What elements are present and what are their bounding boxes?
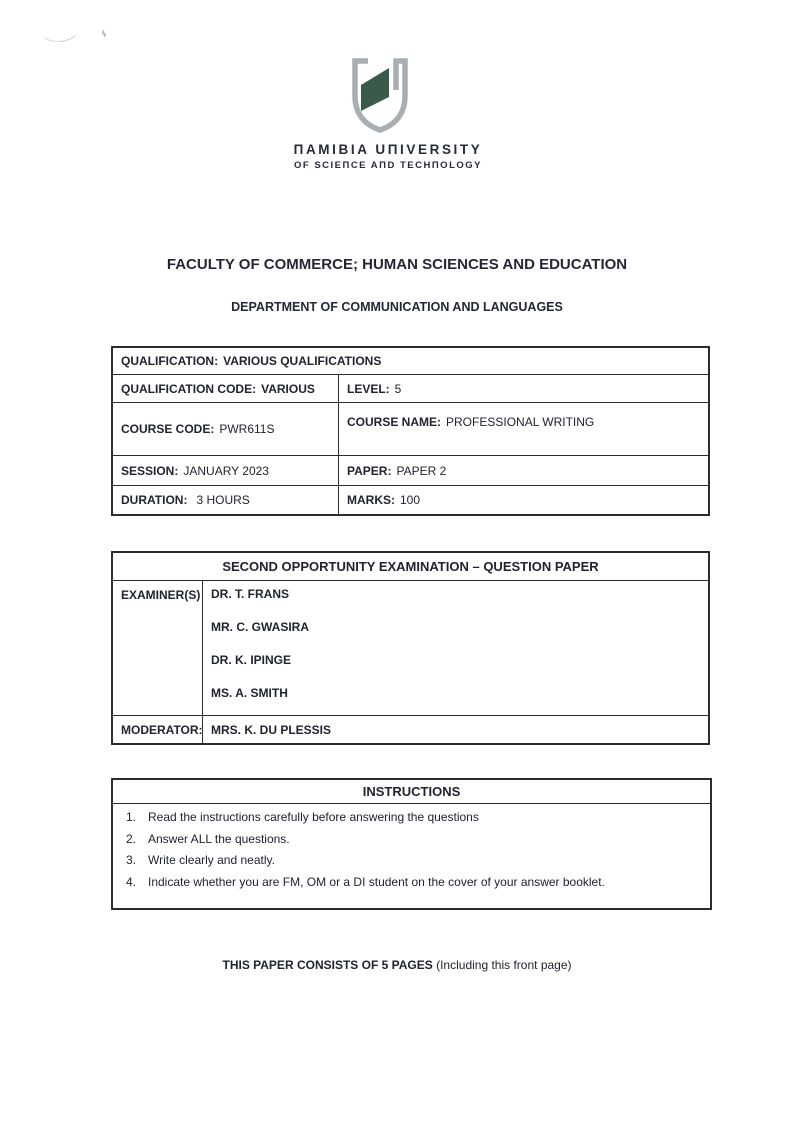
- course-name-value: PROFESSIONAL WRITING: [446, 415, 595, 429]
- moderator-label-cell: [113, 716, 202, 743]
- instruction-number: 4.: [126, 874, 137, 889]
- qualification-value: VARIOUS QUALIFICATIONS: [223, 354, 382, 368]
- instruction-item: [126, 832, 702, 846]
- table-row: [113, 374, 708, 402]
- examiner-name: DR. K. IPINGE: [211, 653, 292, 667]
- moderator-value-cell: [202, 716, 708, 743]
- instruction-item: [126, 853, 702, 867]
- examiners-label: EXAMINER(S): [121, 588, 201, 602]
- instruction-number: 2.: [126, 831, 137, 846]
- examiner-name: DR. T. FRANS: [211, 587, 289, 601]
- page-count-bold: THIS PAPER CONSISTS OF 5 PAGES: [222, 958, 433, 972]
- course-code-label: COURSE CODE:: [121, 422, 215, 436]
- paper-label: PAPER:: [347, 463, 392, 478]
- session-label: SESSION:: [121, 463, 179, 478]
- instruction-text: Write clearly and neatly.: [148, 853, 275, 867]
- examiners-label-cell: [113, 581, 202, 715]
- duration-value: 3 HOURS: [196, 493, 250, 507]
- instruction-text: Answer ALL the questions.: [148, 831, 290, 846]
- moderator-row: [113, 715, 708, 743]
- instructions-list: [113, 804, 710, 908]
- qualification-cell: [113, 348, 708, 374]
- qualification-code-label: QUALIFICATION CODE:: [121, 381, 257, 396]
- course-details-table: [111, 346, 710, 516]
- examiners-list-cell: [202, 581, 708, 715]
- session-value: JANUARY 2023: [183, 463, 269, 478]
- page-count-normal: (Including this front page): [436, 958, 572, 972]
- instructions-title: INSTRUCTIONS: [113, 780, 710, 804]
- marks-label: MARKS:: [347, 493, 395, 507]
- department-heading: DEPARTMENT OF COMMUNICATION AND LANGUAGES: [231, 300, 563, 314]
- instruction-item: [126, 875, 702, 889]
- instruction-text: Read the instructions carefully before answering the questions: [148, 810, 479, 824]
- course-code-value: PWR611S: [219, 422, 275, 436]
- instruction-text: Indicate whether you are FM, OM or a DI student on the cover of your answer booklet.: [148, 874, 605, 889]
- examiners-row: [113, 580, 708, 715]
- duration-label: DURATION:: [121, 493, 188, 507]
- pen-mark-artifact: [30, 26, 125, 50]
- university-name: ПAMIBIA UПIVERSITY: [293, 142, 483, 157]
- level-value: 5: [394, 381, 402, 396]
- qualification-label: QUALIFICATION:: [121, 354, 219, 368]
- moderator-label: MODERATOR:: [121, 722, 203, 737]
- level-label: LEVEL:: [347, 381, 390, 396]
- page-count-note: [0, 958, 794, 972]
- instruction-item: [126, 810, 702, 824]
- level-cell: [338, 375, 708, 402]
- instruction-number: 1.: [126, 810, 137, 824]
- university-shield-logo: [348, 56, 412, 134]
- qualification-code-value: VARIOUS: [261, 381, 315, 396]
- moderator-value: MRS. K. DU PLESSIS: [211, 722, 332, 737]
- course-code-cell: [113, 403, 338, 455]
- course-name-label: COURSE NAME:: [347, 415, 442, 429]
- instruction-number: 3.: [126, 853, 137, 867]
- table-row: [113, 455, 708, 485]
- faculty-heading: FACULTY OF COMMERCE; HUMAN SCIENCES AND EDUCATION: [166, 256, 628, 273]
- green-band: [361, 68, 389, 111]
- table-row: [113, 485, 708, 514]
- qualification-code-cell: [113, 375, 338, 402]
- session-cell: [113, 456, 338, 485]
- examination-table: [111, 551, 710, 745]
- marks-value: 100: [400, 493, 421, 507]
- examiner-name: MS. A. SMITH: [211, 686, 288, 700]
- instructions-table: [111, 778, 712, 910]
- duration-cell: [113, 486, 338, 514]
- table-row: [113, 402, 708, 455]
- course-name-cell: [338, 403, 708, 455]
- paper-value: PAPER 2: [396, 463, 447, 478]
- marks-cell: [338, 486, 708, 514]
- university-wordmark: [276, 142, 500, 171]
- exam-title: SECOND OPPORTUNITY EXAMINATION – QUESTION PAPER: [222, 559, 599, 574]
- university-tagline: OF SCIEПCE AПD TECHПOLOGY: [293, 159, 482, 171]
- table-row: [113, 348, 708, 374]
- paper-cell: [338, 456, 708, 485]
- examiner-name: MR. C. GWASIRA: [211, 620, 309, 634]
